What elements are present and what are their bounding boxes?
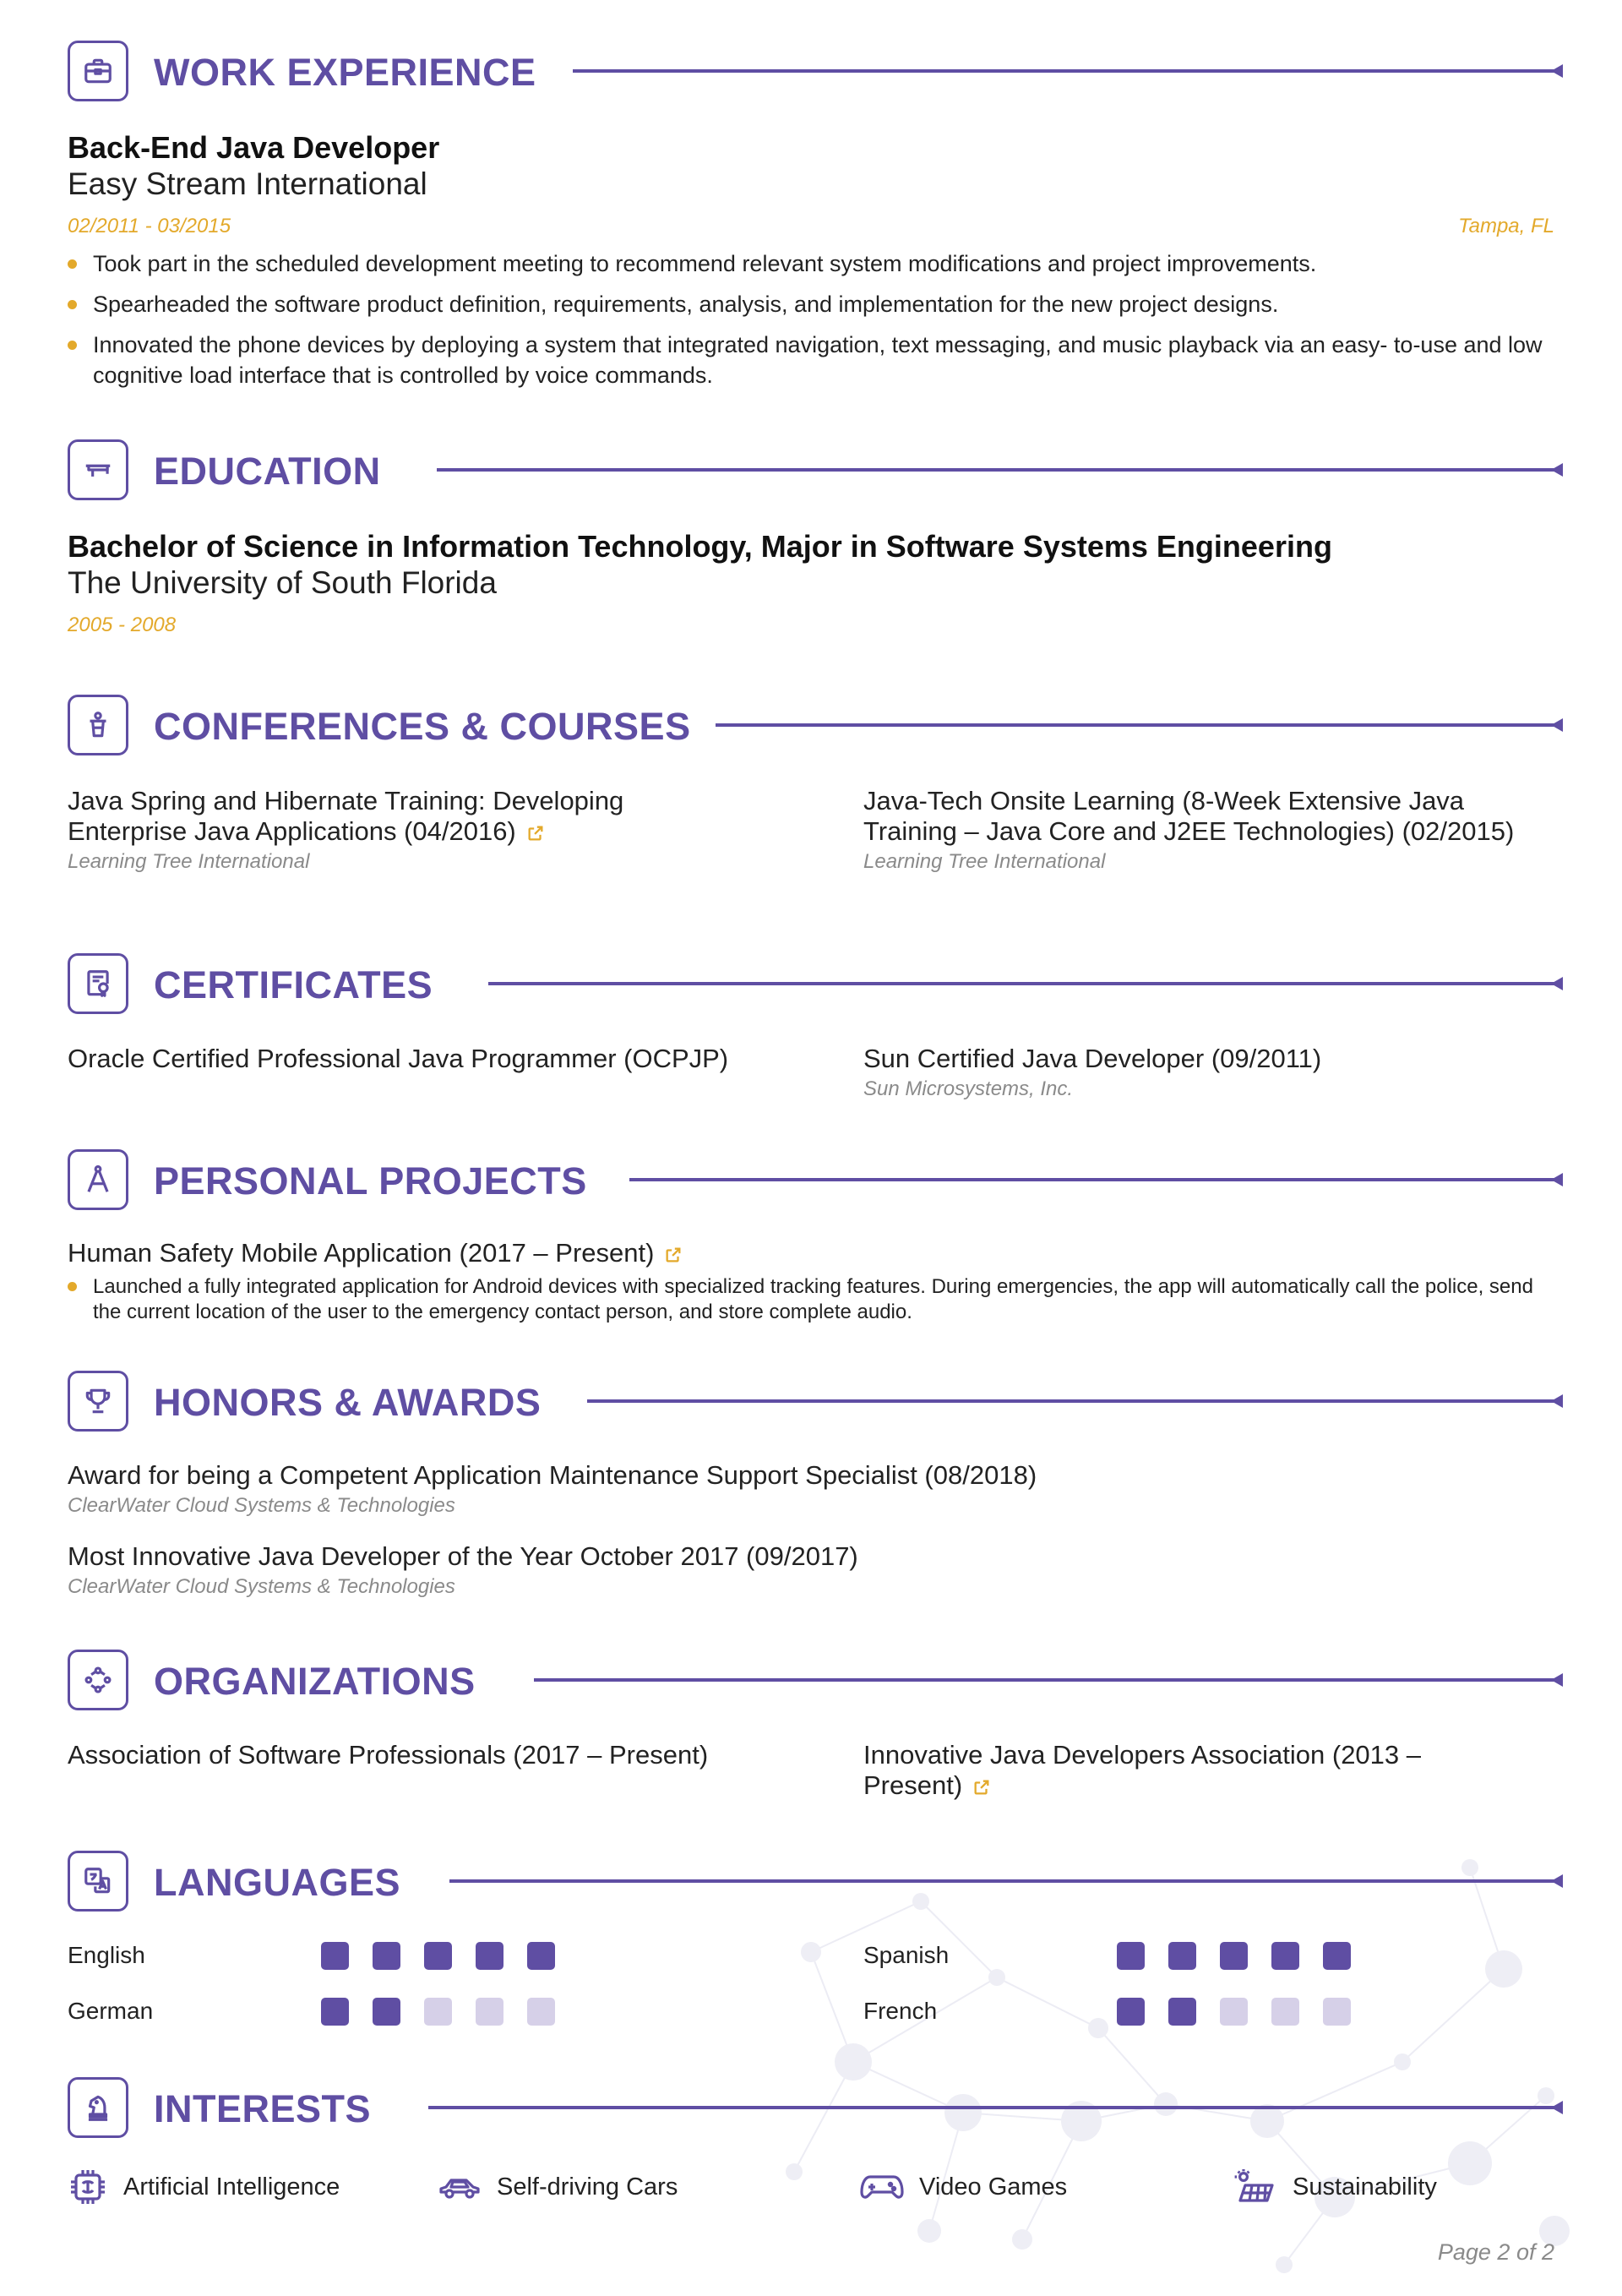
translate-icon [68,1851,128,1912]
bullet-dot [68,1282,77,1291]
car-icon [438,2168,482,2206]
certificate-org: Sun Microsystems, Inc. [863,1077,1074,1100]
level-dot-filled [527,1942,555,1970]
level-dot-filled [424,1942,452,1970]
section-divider [437,468,1554,472]
level-dot-filled [1168,1998,1196,2026]
section-header-education [68,439,1563,504]
conference-item [863,786,1522,874]
section-divider [534,1678,1554,1682]
project-title: Human Safety Mobile Application (2017 – Present) [68,1238,683,1268]
divider-endcap [1551,977,1563,990]
interest-label: Artificial Intelligence [123,2173,340,2201]
section-divider [488,982,1554,985]
divider-endcap [1551,718,1563,732]
conference-title: Java-Tech Onsite Learning (8-Week Extensive Java Training – Java Core and J2EE Technologies) (02/2015) [863,786,1515,846]
level-dot-filled [1220,1942,1248,1970]
organization-title: Innovative Java Developers Association (2013 – Present) [863,1740,1422,1800]
level-dot-empty [424,1998,452,2026]
section-header-projects [68,1149,1563,1213]
level-dot-filled [1117,1998,1145,2026]
section-header-languages [68,1851,1563,1915]
section-divider [716,723,1554,727]
level-dot-filled [321,1942,349,1970]
level-dot-filled [1117,1942,1145,1970]
level-dot-empty [1271,1998,1299,2026]
external-link-icon[interactable] [664,1246,683,1264]
level-dot-empty [1220,1998,1248,2026]
section-divider [449,1879,1554,1883]
language-name: English [68,1942,145,1968]
organization-item [863,1740,1505,1801]
bullet-dot [68,341,77,350]
section-header-honors [68,1371,1563,1435]
language-level [1117,1998,1351,2026]
interest-item [860,2168,1067,2206]
level-dot-empty [476,1998,503,2026]
award-org: ClearWater Cloud Systems & Technologies [68,1575,455,1598]
certificate-icon [68,953,128,1014]
section-header-certificates [68,953,1563,1017]
level-dot-filled [476,1942,503,1970]
language-name: Spanish [863,1942,950,1968]
section-title: WORK EXPERIENCE [154,51,536,94]
level-dot-filled [1271,1942,1299,1970]
bullet-dot [68,300,77,309]
award-title: Award for being a Competent Application Maintenance Support Specialist (08/2018) [68,1460,1037,1490]
section-title: LANGUAGES [154,1861,401,1904]
resume-page: WORK EXPERIENCE Back-End Java Developer Easy Stream International 02/2011 - 03/2015 Tampa, FL Took part in the scheduled development meeting to recommend relevant system modifications and project improvements. Spearheaded the software product definition, requirements, analysis, and implementation for the new project designs. Innovated the phone devices by deploying a system that integrated navigation, text messaging, and music playback via an easy- to-use and low cognitive load interface that is controlled by voice commands. EDUCATION Bachelor of Science in Information Technology, Major in Software Systems Engineering The University of South Florida 2005 - 2008 CONFERENCES & COURSES Java Spring and Hibernate Training: Developing Enterprise Java Applications (04/2016) Learning Tree International Java-Tech Onsite Learning (8-Week Extensive Java Training – Java Core and J2EE Technologies) (02/2015) Learning Tree International CERTIFICATES Oracle Certified Professional Java Programmer (OCPJP) Sun Certified Java Developer (09/2011) Sun Microsystems, Inc. PERSONAL PROJECTS Human Safety Mobile Application (2017 – Present) Launched a fully integrated application for Android devices with specialized tracking features. During emergencies, the app will automatically call the police, send the current location of the user to the emergency contact person, and store complete audio. HONORS & AWARDS Award for being a Competent Application Maintenance Support Specialist (08/2018) ClearWater Cloud Systems & Technologies Most Innovative Java Developer of the Year October 2017 (09/2017) ClearWater Cloud Systems & Technologies ORGANIZATIONS Association of Software Professionals (2017 – Present) Innovative Java Developers Association (2013 – Present) LANGUAGES English Spanish German French INTERESTS Artificial Intelligence Self-driving Cars Video Games Sustainability Page 2 of 2 [0,0,1622,2296]
level-dot-filled [1323,1942,1351,1970]
page-number: Page 2 of 2 [1437,2239,1554,2265]
conference-org: Learning Tree International [863,850,1106,873]
level-dot-empty [527,1998,555,2026]
language-level [1117,1942,1351,1970]
language-name: French [863,1998,938,2024]
section-title: PERSONAL PROJECTS [154,1159,587,1203]
divider-endcap [1551,1874,1563,1888]
graduation-cap-icon [68,439,128,500]
section-title: CERTIFICATES [154,963,433,1006]
language-name: German [68,1998,154,2024]
organization-title: Association of Software Professionals (2017 – Present) [68,1740,709,1770]
section-title: EDUCATION [154,450,381,493]
divider-endcap [1551,2101,1563,2114]
award-item [68,1460,1037,1518]
ai-chip-icon [68,2168,108,2206]
award-title: Most Innovative Java Developer of the Year October 2017 (09/2017) [68,1541,858,1571]
certificate-title: Sun Certified Java Developer (09/2011) [863,1044,1322,1073]
divider-endcap [1551,64,1563,78]
gamepad-icon [860,2168,904,2206]
section-title: INTERESTS [154,2087,372,2130]
job-location: Tampa, FL [1458,215,1554,237]
conference-title: Java Spring and Hibernate Training: Developing Enterprise Java Applications (04/2016) [68,786,624,846]
level-dot-filled [1168,1942,1196,1970]
section-divider [573,69,1554,73]
external-link-icon[interactable] [972,1778,991,1797]
level-dot-empty [1323,1998,1351,2026]
section-title: CONFERENCES & COURSES [154,705,691,748]
certificate-title: Oracle Certified Professional Java Programmer (OCPJP) [68,1044,729,1073]
compass-icon [68,1149,128,1210]
school-name: The University of South Florida [68,565,497,600]
job-dates: 02/2011 - 03/2015 [68,215,231,237]
education-dates: 2005 - 2008 [68,614,177,636]
divider-endcap [1551,463,1563,477]
degree-title: Bachelor of Science in Information Technology, Major in Software Systems Engineering [68,529,1332,564]
divider-endcap [1551,1173,1563,1186]
interest-item [438,2168,678,2206]
language-level [321,1998,555,2026]
interest-label: Video Games [919,2173,1068,2201]
job-title: Back-End Java Developer [68,130,440,165]
divider-endcap [1551,1394,1563,1408]
interest-item [1233,2168,1437,2206]
section-header-interests [68,2077,1563,2141]
level-dot-filled [373,1942,400,1970]
podium-icon [68,695,128,755]
section-title: HONORS & AWARDS [154,1381,542,1424]
level-dot-filled [373,1998,400,2026]
network-icon [68,1650,128,1710]
section-divider [629,1178,1554,1181]
level-dot-filled [321,1998,349,2026]
bullet-dot [68,259,77,269]
award-item [68,1541,858,1599]
trophy-icon [68,1371,128,1432]
language-level [321,1942,555,1970]
briefcase-icon [68,41,128,101]
solar-panel-icon [1233,2168,1277,2206]
section-title: ORGANIZATIONS [154,1660,476,1703]
award-org: ClearWater Cloud Systems & Technologies [68,1494,455,1517]
certificate-item [863,1044,1522,1101]
section-header-organizations [68,1650,1563,1714]
interest-label: Sustainability [1293,2173,1437,2201]
section-divider [428,2106,1554,2109]
chess-knight-icon [68,2077,128,2138]
interest-label: Self-driving Cars [497,2173,678,2201]
section-header-conferences [68,695,1563,759]
company-name: Easy Stream International [68,166,427,201]
divider-endcap [1551,1673,1563,1687]
conference-item [68,786,710,874]
external-link-icon[interactable] [526,824,545,843]
interest-item [68,2168,340,2206]
section-header-work [68,41,1563,105]
conference-org: Learning Tree International [68,850,310,873]
section-divider [587,1399,1554,1403]
